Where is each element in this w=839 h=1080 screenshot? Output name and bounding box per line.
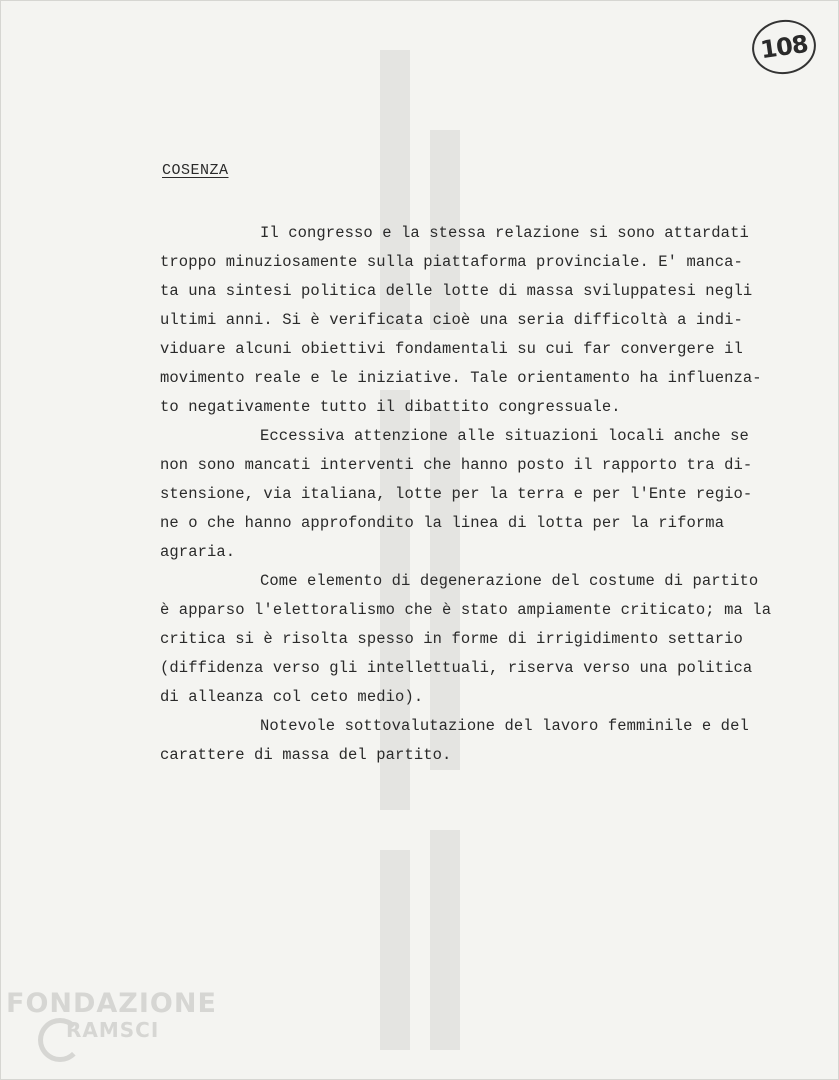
text-line: ta una sintesi politica delle lotte di massa sviluppatesi negli: [160, 282, 753, 300]
document-heading: COSENZA: [162, 162, 229, 179]
text-line: ne o che hanno approfondito la linea di lotta per la riforma: [160, 514, 725, 532]
text-line: troppo minuziosamente sulla piattaforma provinciale. E' manca-: [160, 253, 743, 271]
archive-logo: [6, 990, 216, 1070]
text-line: di alleanza col ceto medio).: [160, 688, 424, 706]
logo-line-1: FONDAZIONE: [6, 988, 217, 1019]
text-line: (diffidenza verso gli intellettuali, riserva verso una politica: [160, 659, 753, 677]
page-number: 108: [758, 29, 810, 65]
text-line: viduare alcuni obiettivi fondamentali su cui far convergere il: [160, 340, 743, 358]
text-line: stensione, via italiana, lotte per la terra e per l'Ente regio-: [160, 485, 753, 503]
text-line: non sono mancati interventi che hanno posto il rapporto tra di-: [160, 456, 753, 474]
text-line: movimento reale e le iniziative. Tale orientamento ha influenza-: [160, 369, 762, 387]
text-line: Eccessiva attenzione alle situazioni locali anche se: [260, 427, 749, 445]
text-line: to negativamente tutto il dibattito congressuale.: [160, 398, 621, 416]
text-line: Il congresso e la stessa relazione si sono attardati: [260, 224, 749, 242]
text-line: agraria.: [160, 543, 236, 561]
logo-line-2: RAMSCI: [66, 1018, 160, 1042]
text-line: ultimi anni. Si è verificata cioè una seria difficoltà a indi-: [160, 311, 743, 329]
text-line: critica si è risolta spesso in forme di irrigidimento settario: [160, 630, 743, 648]
text-line: carattere di massa del partito.: [160, 746, 452, 764]
text-line: Come elemento di degenerazione del costume di partito: [260, 572, 759, 590]
document-body: [160, 219, 820, 770]
text-line: è apparso l'elettoralismo che è stato ampiamente criticato; ma la: [160, 601, 772, 619]
page-number-circle: [749, 16, 820, 78]
text-line: Notevole sottovalutazione del lavoro femminile e del: [260, 717, 749, 735]
